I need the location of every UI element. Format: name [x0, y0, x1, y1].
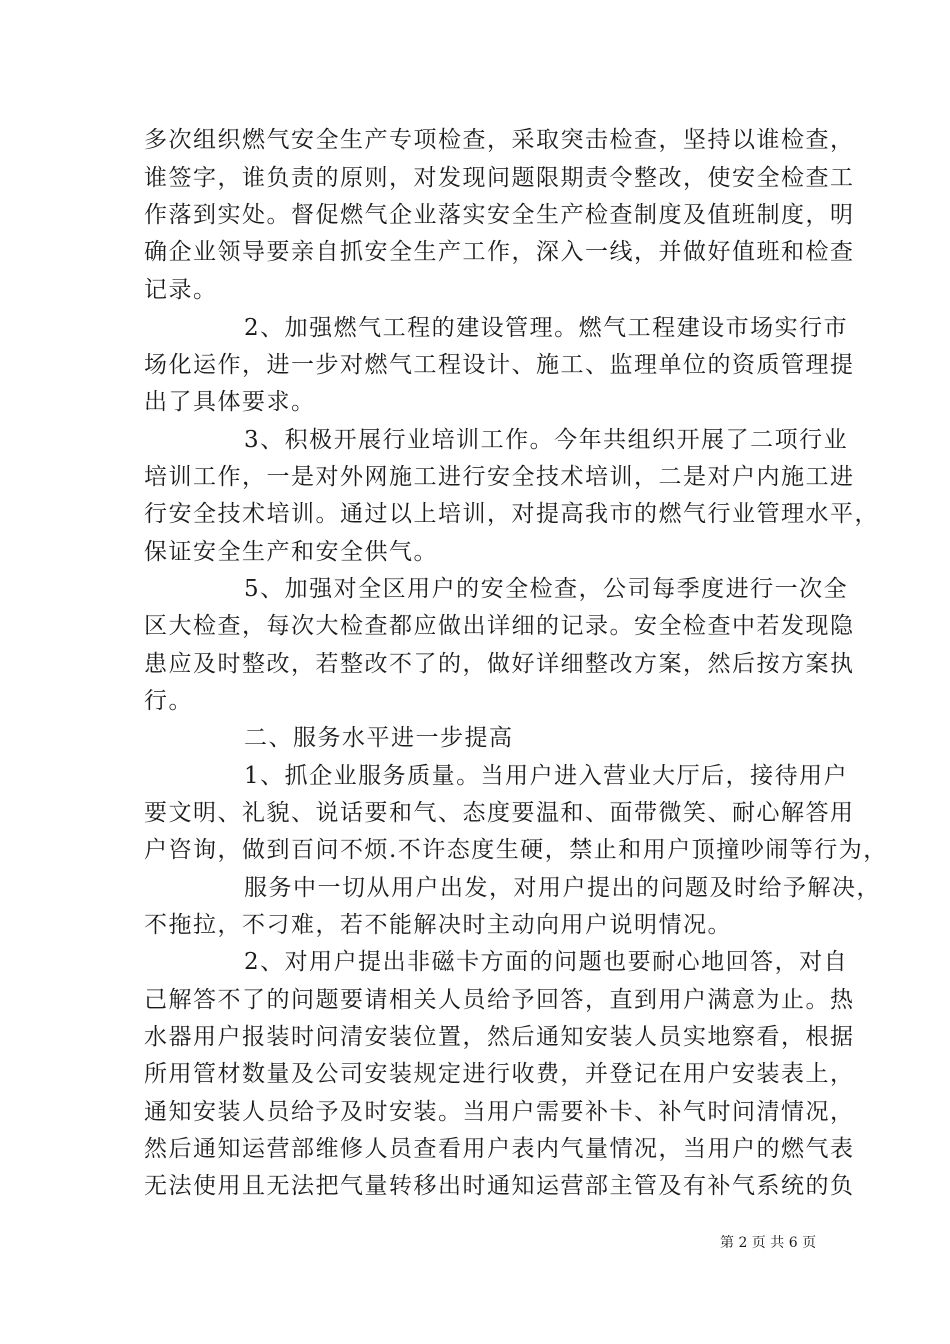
paragraph-start-line: 2、加强燃气工程的建设管理。燃气工程建设市场实行市: [244, 315, 849, 341]
body-line: 记录。: [144, 277, 218, 303]
paragraph-start-line: 2、对用户提出非磁卡方面的问题也要耐心地回答，对自: [244, 949, 849, 975]
body-line: 行安全技术培训。通过以上培训，对提高我市的燃气行业管理水平，: [144, 501, 879, 527]
body-line: 通知安装人员给予及时安装。当用户需要补卡、补气时问清情况，: [144, 1099, 855, 1125]
body-line: 培训工作，一是对外网施工进行安全技术培训，二是对户内施工进: [144, 464, 855, 490]
body-line: 行。: [144, 688, 193, 714]
body-line: 无法使用且无法把气量转移出时通知运营部主管及有补气系统的负: [144, 1173, 855, 1199]
paragraph-start-line: 5、加强对全区用户的安全检查，公司每季度进行一次全: [244, 576, 849, 602]
body-line: 出了具体要求。: [144, 389, 316, 415]
body-line: 作落到实处。督促燃气企业落实安全生产检查制度及值班制度，明: [144, 202, 855, 228]
body-line: 区大检查，每次大检查都应做出详细的记录。安全检查中若发现隐: [144, 613, 855, 639]
page-number-footer: 第 2 页 共 6 页: [720, 1235, 817, 1251]
body-line: 不拖拉，不刁难，若不能解决时主动向用户说明情况。: [144, 912, 732, 938]
body-line: 谁签字，谁负责的原则，对发现问题限期责令整改，使安全检查工: [144, 165, 855, 191]
body-line: 多次组织燃气安全生产专项检查，采取突击检查，坚持以谁检查，: [144, 127, 855, 153]
paragraph-start-line: 服务中一切从用户出发，对用户提出的问题及时给予解决，: [244, 875, 881, 901]
body-line: 然后通知运营部维修人员查看用户表内气量情况，当用户的燃气表: [144, 1136, 855, 1162]
body-line: 患应及时整改，若整改不了的，做好详细整改方案，然后按方案执: [144, 651, 855, 677]
body-line: 要文明、礼貌、说话要和气、态度要温和、面带微笑、耐心解答用: [144, 800, 855, 826]
body-line: 水器用户报装时问清安装位置，然后通知安装人员实地察看，根据: [144, 1024, 855, 1050]
body-line: 保证安全生产和安全供气。: [144, 539, 438, 565]
body-line: 己解答不了的问题要请相关人员给予回答，直到用户满意为止。热: [144, 987, 855, 1013]
body-line: 场化运作，进一步对燃气工程设计、施工、监理单位的资质管理提: [144, 352, 855, 378]
body-line: 所用管材数量及公司安装规定进行收费，并登记在用户安装表上，: [144, 1061, 855, 1087]
paragraph-start-line: 3、积极开展行业培训工作。今年共组织开展了二项行业: [244, 427, 849, 453]
section-heading: 二、服务水平进一步提高: [244, 725, 514, 751]
body-line: 户咨询，做到百问不烦.不许态度生硬，禁止和用户顶撞吵闹等行为，: [144, 837, 888, 863]
paragraph-start-line: 1、抓企业服务质量。当用户进入营业大厅后，接待用户: [244, 763, 849, 789]
body-line: 确企业领导要亲自抓安全生产工作，深入一线，并做好值班和检查: [144, 239, 855, 265]
